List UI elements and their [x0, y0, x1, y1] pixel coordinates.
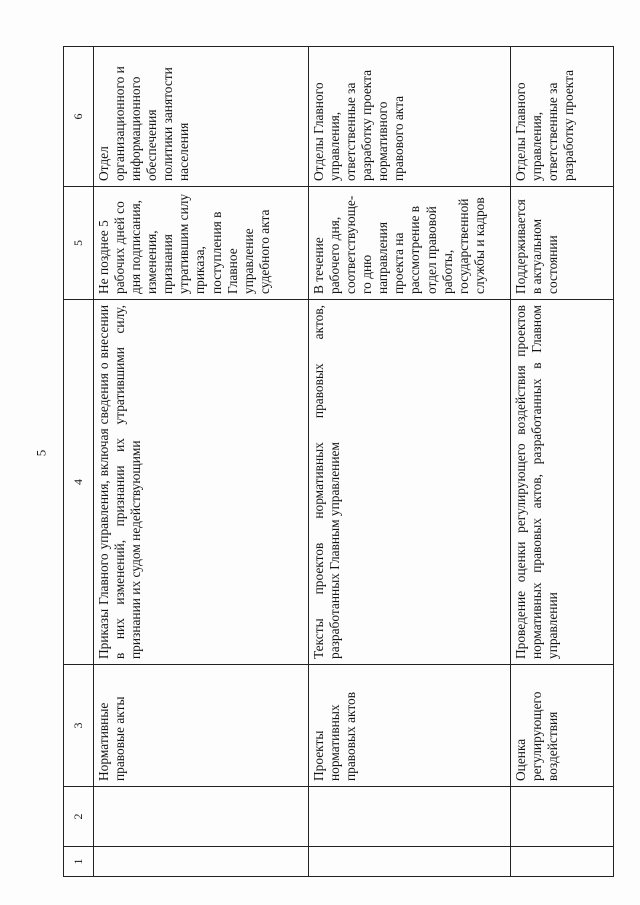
table-row	[511, 47, 614, 877]
row1-responsible: Отдел организационного и информационного обеспечения политики занятости населения	[94, 47, 309, 187]
row3-col2	[511, 787, 614, 847]
header-col-6: 6	[64, 47, 94, 187]
row3-col1	[511, 847, 614, 877]
row3-content: Проведение оценки регулирующего воздействия проектов нормативных правовых актов, разработанных в Главном управлении	[511, 300, 614, 665]
information-table	[63, 46, 614, 877]
row1-deadline: Не позднее 5 рабочих дней со дня подписания, изменения, признания утратившим силу приказа, поступления в Главное управление судебного акта	[94, 187, 309, 300]
row2-category: Проекты нормативных правовых актов	[309, 665, 511, 787]
row3-category: Оценка регулирующего воздействия	[511, 665, 614, 787]
row1-col2	[94, 787, 309, 847]
header-col-2: 2	[64, 787, 94, 847]
table-row	[94, 47, 309, 877]
row1-content: Приказы Главного управления, включая сведения о внесении в них изменений, признании их утратившими силу, признании их судом недействующими	[94, 300, 309, 665]
row3-responsible: Отделы Главного управления, ответственные за разработку проекта	[511, 47, 614, 187]
header-col-3: 3	[64, 665, 94, 787]
row2-col1	[309, 847, 511, 877]
row1-category: Нормативные правовые акты	[94, 665, 309, 787]
row3-deadline: Поддерживается в актуальном состоянии	[511, 187, 614, 300]
header-col-5: 5	[64, 187, 94, 300]
header-col-4: 4	[64, 300, 94, 665]
row2-responsible: Отделы Главного управления, ответственные за разработку проекта нормативного правового акта	[309, 47, 511, 187]
row2-deadline: В течение рабочего дня, соответствующе-го дню направления проекта на рассмотрение в отдел правовой работы, государственной службы и кадров	[309, 187, 511, 300]
table-row	[309, 47, 511, 877]
row2-col2	[309, 787, 511, 847]
page-number: 5	[33, 449, 49, 457]
row1-col1	[94, 847, 309, 877]
rotated-table-wrapper	[63, 47, 613, 877]
header-col-1: 1	[64, 847, 94, 877]
header-row	[64, 47, 94, 877]
row2-content: Тексты проектов нормативных правовых актов, разработанных Главным управлением	[309, 300, 511, 665]
